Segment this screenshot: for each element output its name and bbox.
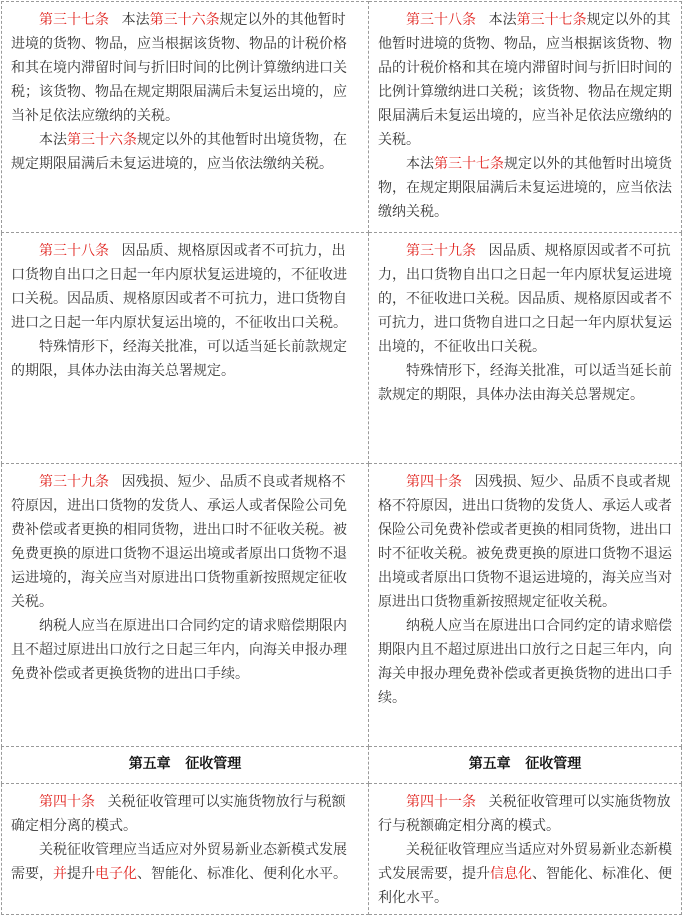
old-text-cell	[2, 233, 369, 464]
changed-text: 并	[53, 866, 67, 882]
paragraph-text: 关税征收管理应当适应对外贸易新业态新模式发展需要，	[11, 842, 347, 882]
article-paragraph	[378, 359, 672, 407]
chapter-heading-new	[369, 747, 682, 784]
new-text-cell	[369, 464, 682, 747]
changed-text: 第三十七条	[516, 12, 587, 28]
article-paragraph	[11, 8, 359, 128]
chapter-title: 征收管理	[185, 756, 242, 772]
article-paragraph	[378, 790, 672, 838]
article-paragraph	[378, 152, 672, 224]
article-paragraph	[11, 335, 359, 383]
chapter-number: 第五章	[128, 756, 171, 772]
article-number: 第三十七条	[39, 12, 109, 28]
changed-text: 第三十六条	[149, 12, 220, 28]
article-paragraph	[378, 838, 672, 910]
paragraph-text: 关税征收管理可以实施货物放行与税额确定相分离的模式。	[378, 794, 671, 834]
paragraph-text: 本法	[488, 12, 517, 28]
article-number: 第四十条	[406, 474, 462, 490]
article-number: 第三十九条	[406, 243, 476, 259]
changed-text: 信息化	[490, 866, 532, 882]
paragraph-text: 、智能化、标准化、便利化水平。	[378, 866, 672, 906]
paragraph-text: 因品质、规格原因或者不可抗力，出口货物自出口之日起一年内原状复运进境的，不征收进口关税。因品质、规格原因或者不可抗力，进口货物自进口之日起一年内原状复运出境的，不征收出口关税。	[11, 243, 347, 331]
paragraph-text: 规定以外的其他暂时进境的货物、物品，应当根据该货物、物品的计税价格和其在境内滞留时间与折旧时间的比例计算缴纳进口关税；该货物、物品在规定期限届满后未复运出境的，应当补足依法应缴纳的关税。	[378, 12, 672, 148]
paragraph-text: 规定以外的其他暂时出境货物，在规定期限届满后未复运进境的，应当依法缴纳关税。	[378, 156, 672, 220]
paragraph-text: 特殊情形下，经海关批准，可以适当延长前款规定的期限，具体办法由海关总署规定。	[11, 339, 347, 379]
paragraph-text: 本法	[121, 12, 150, 28]
old-text-cell	[2, 2, 369, 233]
paragraph-text: 因残损、短少、品质不良或者规格不符原因，进出口货物的发货人、承运人或者保险公司免费补偿或者更换的相同货物，进出口时不征收关税。被免费更换的原进口货物不退运出境或者原出口货物不退运进境的，海关应当对原进出口货物重新按照规定征收关税。	[378, 474, 672, 610]
table-row	[2, 2, 682, 233]
article-paragraph	[11, 128, 359, 176]
article-paragraph	[11, 614, 359, 686]
old-text-cell	[2, 784, 369, 915]
article-paragraph	[378, 470, 672, 614]
article-number: 第三十九条	[39, 474, 109, 490]
paragraph-text: 纳税人应当在原进出口合同约定的请求赔偿期限内且不超过原进出口放行之日起三年内，向海关申报办理免费补偿或者更换货物的进出口手续。	[378, 618, 672, 706]
paragraph-text: 因品质、规格原因或者不可抗力，出口货物自出口之日起一年内原状复运进境的，不征收进口关税。因品质、规格原因或者不可抗力，进口货物自进口之日起一年内原状复运出境的，不征收出口关税。	[378, 243, 672, 355]
paragraph-text: 关税征收管理应当适应对外贸易新业态新模式发展需要，提升	[378, 842, 672, 882]
table-row	[2, 784, 682, 915]
comparison-table	[1, 1, 682, 915]
old-text-cell	[2, 464, 369, 747]
paragraph-text: 本法	[406, 156, 434, 172]
paragraph-text: 纳税人应当在原进出口合同约定的请求赔偿期限内且不超过原进出口放行之日起三年内，向海关申报办理免费补偿或者更换货物的进出口手续。	[11, 618, 347, 682]
paragraph-text: 、智能化、标准化、便利化水平。	[137, 866, 347, 882]
new-text-cell	[369, 2, 682, 233]
article-number: 第四十一条	[406, 794, 476, 810]
article-number: 第三十八条	[39, 243, 109, 259]
paragraph-text: 规定以外的其他暂时出境货物，在规定期限届满后未复运进境的，应当依法缴纳关税。	[11, 132, 347, 172]
paragraph-text: 因残损、短少、品质不良或者规格不符原因，进出口货物的发货人、承运人或者保险公司免费补偿或者更换的相同货物，进出口时不征收关税。被免费更换的原进口货物不退运出境或者原出口货物不退运进境的，海关应当对原进出口货物重新按照规定征收关税。	[11, 474, 347, 610]
article-paragraph	[378, 614, 672, 710]
paragraph-text: 关税征收管理可以实施货物放行与税额确定相分离的模式。	[11, 794, 346, 834]
article-paragraph	[11, 470, 359, 614]
article-paragraph	[378, 239, 672, 359]
article-number: 第四十条	[39, 794, 95, 810]
article-paragraph	[11, 790, 359, 838]
chapter-title: 征收管理	[525, 756, 582, 772]
article-paragraph	[378, 8, 672, 152]
new-text-cell	[369, 233, 682, 464]
paragraph-text: 本法	[39, 132, 67, 148]
paragraph-text: 规定以外的其他暂时进境的货物、物品，应当根据该货物、物品的计税价格和其在境内滞留时间与折旧时间的比例计算缴纳进口关税；该货物、物品在规定期限届满后未复运出境的，应当补足依法应缴纳的关税。	[11, 12, 347, 124]
changed-text: 第三十七条	[434, 156, 504, 172]
chapter-row	[2, 747, 682, 784]
changed-text: 电子化	[95, 866, 137, 882]
chapter-number: 第五章	[468, 756, 511, 772]
article-number: 第三十八条	[406, 12, 476, 28]
article-paragraph	[11, 838, 359, 886]
new-text-cell	[369, 784, 682, 915]
table-row	[2, 233, 682, 464]
table-row	[2, 464, 682, 747]
changed-text: 第三十六条	[67, 132, 137, 148]
paragraph-text: 提升	[67, 866, 95, 882]
paragraph-text: 特殊情形下，经海关批准，可以适当延长前款规定的期限，具体办法由海关总署规定。	[378, 363, 672, 403]
article-paragraph	[11, 239, 359, 335]
chapter-heading-old	[2, 747, 369, 784]
